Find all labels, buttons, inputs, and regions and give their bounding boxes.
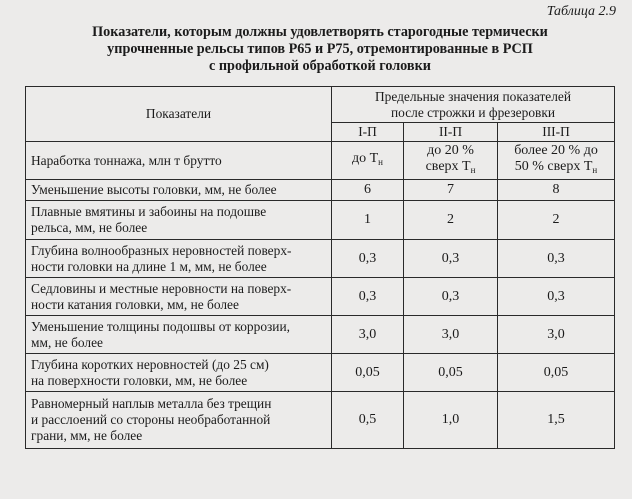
row-value: 1,0 — [404, 392, 498, 449]
header-category-1: I-П — [332, 123, 404, 142]
row-value: 0,3 — [404, 278, 498, 316]
table-row — [26, 278, 615, 316]
row-name: Глубина волнообразных неровностей поверх- ности головки на длине 1 м, мм, не более — [26, 240, 332, 278]
table-row — [26, 354, 615, 392]
row-value: 2 — [498, 201, 615, 240]
table-row-tonnage — [26, 142, 615, 180]
header-limit-line-2: после строжки и фрезеровки — [391, 104, 556, 120]
row-name: Наработка тоннажа, млн т брутто — [26, 142, 332, 180]
row-name: Глубина коротких неровностей (до 25 см) на поверхности головки, мм, не более — [26, 354, 332, 392]
row-value: 0,3 — [404, 240, 498, 278]
row-value: 6 — [332, 180, 404, 201]
row-value: 0,05 — [332, 354, 404, 392]
row-value: 0,05 — [498, 354, 615, 392]
row-value: 2 — [404, 201, 498, 240]
title-line: упрочненные рельсы типов Р65 и Р75, отремонтированные в РСП — [107, 41, 533, 57]
row-value: 8 — [498, 180, 615, 201]
table-row — [26, 180, 615, 201]
row-value: 3,0 — [498, 316, 615, 354]
rail-indicators-table — [25, 86, 615, 449]
table-row — [26, 201, 615, 240]
table-number-label: Таблица 2.9 — [546, 4, 616, 19]
row-name: Седловины и местные неровности на поверх- ности катания головки, мм, не более — [26, 278, 332, 316]
row-value: 3,0 — [404, 316, 498, 354]
row-name: Уменьшение высоты головки, мм, не более — [26, 180, 332, 201]
row-value: до 20 % сверх $Т_н$ — [404, 142, 498, 180]
row-value: 0,3 — [332, 278, 404, 316]
table-title — [40, 24, 600, 75]
row-value: 0,05 — [404, 354, 498, 392]
row-name: Равномерный наплыв металла без трещин и расслоений со стороны необработанной грани, мм, не более — [26, 392, 332, 449]
header-category-2: II-П — [404, 123, 498, 142]
title-line: с профильной обработкой головки — [209, 58, 431, 74]
row-name: Уменьшение толщины подошвы от коррозии, мм, не более — [26, 316, 332, 354]
header-indicators: Показатели — [26, 87, 332, 142]
title-line: Показатели, которым должны удовлетворять старогодные термически — [92, 24, 548, 40]
header-limit-line-1: Предельные значения показателей — [374, 88, 572, 104]
header-limit-values — [332, 87, 615, 123]
row-name: Плавные вмятины и забоины на подошве рельса, мм, не более — [26, 201, 332, 240]
row-value: 0,3 — [498, 240, 615, 278]
table-row — [26, 240, 615, 278]
row-value: до $Т_н$ — [332, 142, 404, 180]
row-value: 0,3 — [332, 240, 404, 278]
row-value: 1 — [332, 201, 404, 240]
row-value: 1,5 — [498, 392, 615, 449]
row-value: 0,3 — [498, 278, 615, 316]
row-value: 3,0 — [332, 316, 404, 354]
row-value: более 20 % до 50 % сверх $Т_н$ — [498, 142, 615, 180]
table-row — [26, 392, 615, 449]
row-value: 0,5 — [332, 392, 404, 449]
table-row — [26, 316, 615, 354]
header-category-3: III-П — [498, 123, 615, 142]
row-value: 7 — [404, 180, 498, 201]
